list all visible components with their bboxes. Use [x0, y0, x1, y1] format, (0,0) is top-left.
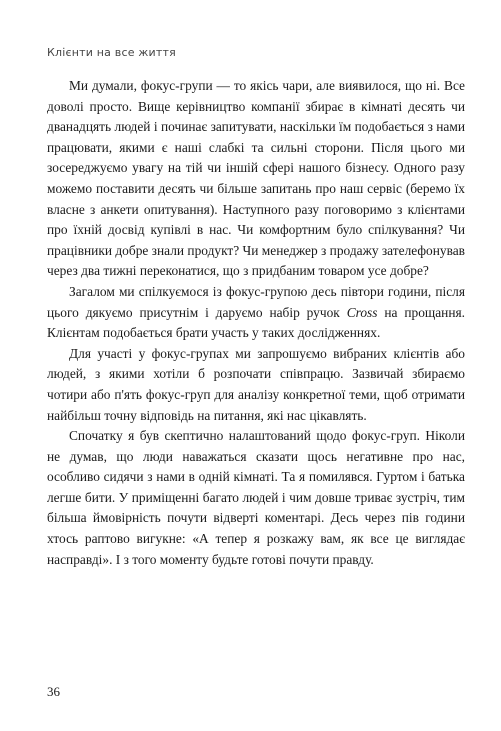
paragraph-3: Для участі у фокус-групах ми запрошуємо вибраних клієнтів або людей, з якими хотіли б розпочати співпрацю. Зазвичай збираємо чотири або п'ять фокус-груп для аналізу конкретної теми, щоб отримати найбільш точну відповідь на питання, які нас цікавлять. [47, 345, 465, 423]
brand-name-italic: Cross [346, 304, 378, 320]
paragraph-1: Ми думали, фокус-групи — то якісь чари, але виявилося, що ні. Все доволі просто. Вище керівництво компанії збирає в кімнаті десять чи дванадцять людей і починає запитувати, наскільки їм подобається з нами працювати, якими є наші слабкі та сильні сторони. Після цього ми зосереджуємо увагу на тій чи іншій сфері нашого бізнесу. Одного разу можемо поставити десять чи більше запитань про наш сервіс (беремо їх власне з анкети опитування). Наступного разу поговоримо з клієнтами про їхній досвід купівлі в нас. Чи комфортним було спілкування? Чи працівники добре знали продукт? Чи менеджер з продажу зателефонував через два тижні переконатися, що з придбаним товаром усе добре? [47, 78, 465, 279]
paragraph-2-before: Загалом ми спілкуємося із фокус-групою десь півтори години, після цього дякуємо присутнім і даруємо набір ручок [47, 283, 465, 320]
paragraph-2-after: на прощання. Клієнтам подобається брати участь у таких дослідженнях. [47, 304, 465, 341]
running-header: Клієнти на все життя [47, 46, 176, 59]
paragraph-2 [47, 282, 465, 344]
page-number: 36 [47, 684, 60, 699]
body-text [47, 76, 465, 570]
paragraph-4: Спочатку я був скептично налаштований щодо фокус-груп. Ніколи не думав, що люди наважаться сказати щось негативне про нас, особливо сидячи з нами в одній кімнаті. Та я помилявся. Гуртом і батька легше бити. У приміщенні багато людей і чим довше триває зустріч, тим більша ймовірність почути відверті коментарі. Десь через пів години хтось раптово вигукне: «А тепер я розкажу вам, як все це виглядає насправді». І з того моменту будьте готові почути правду. [47, 428, 465, 567]
